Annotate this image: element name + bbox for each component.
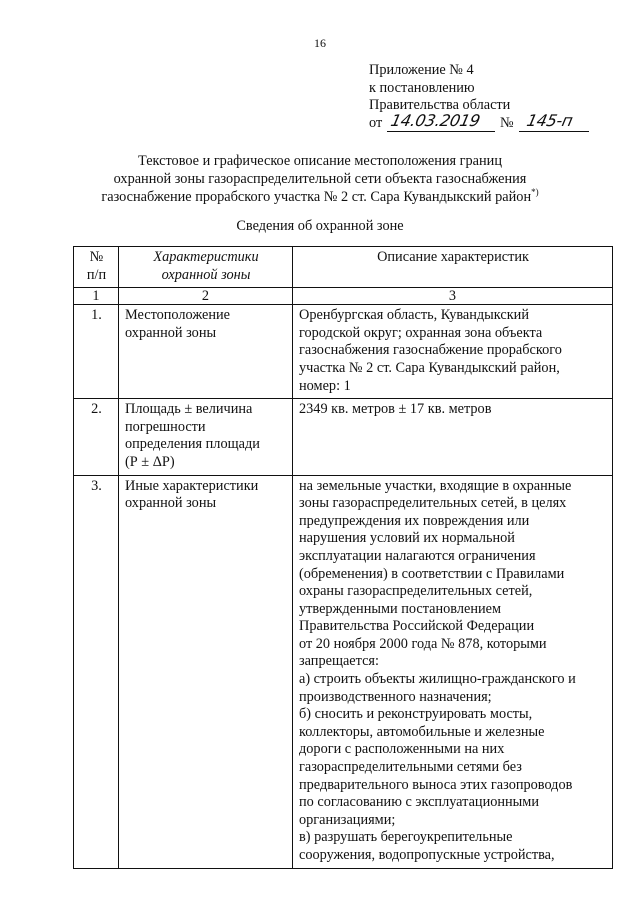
row-characteristic xyxy=(119,475,293,868)
header-description-cell: Описание характеристик xyxy=(293,247,613,288)
desc-line: утвержденными постановлением xyxy=(299,600,502,617)
row-characteristic xyxy=(119,399,293,475)
desc-line: от 20 ноября 2000 года № 878, которыми xyxy=(299,635,547,652)
desc-line: газораспределительными сетями без xyxy=(299,759,522,776)
desc-line: б) сносить и реконструировать мосты, xyxy=(299,706,533,723)
desc-line: предварительного выноса этих газопроводов xyxy=(299,776,573,793)
title-line-1: Текстовое и графическое описание местоположения границ xyxy=(138,153,502,169)
header-num-line-2: п/п xyxy=(86,266,107,283)
header-num-cell xyxy=(74,247,119,288)
index-cell-3: 3 xyxy=(293,288,613,305)
desc-line: сооружения, водопропускные устройства, xyxy=(299,847,555,863)
document-title xyxy=(60,153,580,206)
row-description xyxy=(293,399,613,475)
row-number: 1. xyxy=(74,305,119,399)
header-characteristic-cell xyxy=(119,247,293,288)
desc-line: в) разрушать берегоукрепительные xyxy=(299,829,513,846)
char-line: (Р ± ΔР) xyxy=(125,453,175,470)
char-line: Иные характеристики xyxy=(125,477,259,494)
title-line-2: охранной зоны газораспределительной сети объекта газоснабжения xyxy=(113,170,527,187)
desc-line: городской округ; охранная зона объекта xyxy=(299,324,543,341)
title-line-3-text: газоснабжение прорабского участка № 2 ст. Сара Кувандыкский район xyxy=(101,188,532,205)
date-value: 14.03.2019 xyxy=(389,110,482,130)
char-line: охранной зоны xyxy=(125,495,217,512)
header-char-line-2: охранной зоны xyxy=(161,266,251,283)
desc-line: номер: 1 xyxy=(299,377,351,394)
header-num-line-1: № xyxy=(89,249,104,265)
desc-line: охраны газораспределительных сетей, xyxy=(299,583,533,600)
desc-line: производственного назначения; xyxy=(299,688,492,705)
row-characteristic xyxy=(119,305,293,399)
row-description xyxy=(293,475,613,868)
title-line-3 xyxy=(60,186,580,207)
char-line: определения площади xyxy=(125,436,260,453)
char-line: Площадь ± величина xyxy=(125,401,253,418)
appendix-line-3: Правительства области xyxy=(369,97,511,113)
desc-line: Правительства Российской Федерации xyxy=(299,618,535,635)
zone-info-table xyxy=(73,246,613,869)
char-line: охранной зоны xyxy=(125,324,217,341)
desc-line: на земельные участки, входящие в охранные xyxy=(299,477,572,494)
table-header-row xyxy=(74,247,613,288)
desc-line: коллекторы, автомобильные и железные xyxy=(299,723,545,740)
desc-line: 2349 кв. метров ± 17 кв. метров xyxy=(299,401,492,418)
desc-line: (обременения) в соответствии с Правилами xyxy=(299,565,565,582)
row-description xyxy=(293,305,613,399)
appendix-date-row xyxy=(369,110,609,135)
table-index-row xyxy=(74,288,613,305)
number-underline xyxy=(519,131,589,132)
row-number: 3. xyxy=(74,475,119,868)
desc-line: эксплуатации налагаются ограничения xyxy=(299,547,536,564)
number-value: 145-п xyxy=(525,110,575,130)
desc-line: газоснабжения газоснабжение прорабского xyxy=(299,342,562,359)
desc-line: зоны газораспределительных сетей, в целях xyxy=(299,495,567,512)
section-title: Сведения об охранной зоне xyxy=(236,218,404,234)
desc-line: а) строить объекты жилищно-гражданского и xyxy=(299,671,576,688)
header-char-line-1: Характеристики xyxy=(153,249,259,265)
desc-line: нарушения условий их нормальной xyxy=(299,530,515,547)
char-line: Местоположение xyxy=(125,307,230,324)
row-number: 2. xyxy=(74,399,119,475)
desc-line: по согласованию с эксплуатационными xyxy=(299,794,539,811)
index-cell-2: 2 xyxy=(119,288,293,305)
desc-line: предупреждения их повреждения или xyxy=(299,512,530,529)
appendix-block xyxy=(369,62,609,135)
char-line: погрешности xyxy=(125,418,206,435)
desc-line: организациями; xyxy=(299,811,396,828)
desc-line: Оренбургская область, Кувандыкский xyxy=(299,307,529,324)
desc-line: участка № 2 ст. Сара Кувандыкский район, xyxy=(299,359,560,376)
appendix-line-1: Приложение № 4 xyxy=(369,62,474,78)
desc-line: дороги с расположенными на них xyxy=(299,741,505,758)
table-row xyxy=(74,399,613,475)
footnote-mark: *) xyxy=(531,186,539,197)
index-cell-1: 1 xyxy=(74,288,119,305)
date-prefix: от xyxy=(369,114,383,131)
date-underline xyxy=(387,131,495,132)
table-row xyxy=(74,305,613,399)
table-row xyxy=(74,475,613,868)
number-prefix: № xyxy=(500,114,514,131)
desc-line: запрещается: xyxy=(299,653,379,670)
appendix-line-2: к постановлению xyxy=(369,79,475,96)
page-number: 16 xyxy=(314,36,326,50)
